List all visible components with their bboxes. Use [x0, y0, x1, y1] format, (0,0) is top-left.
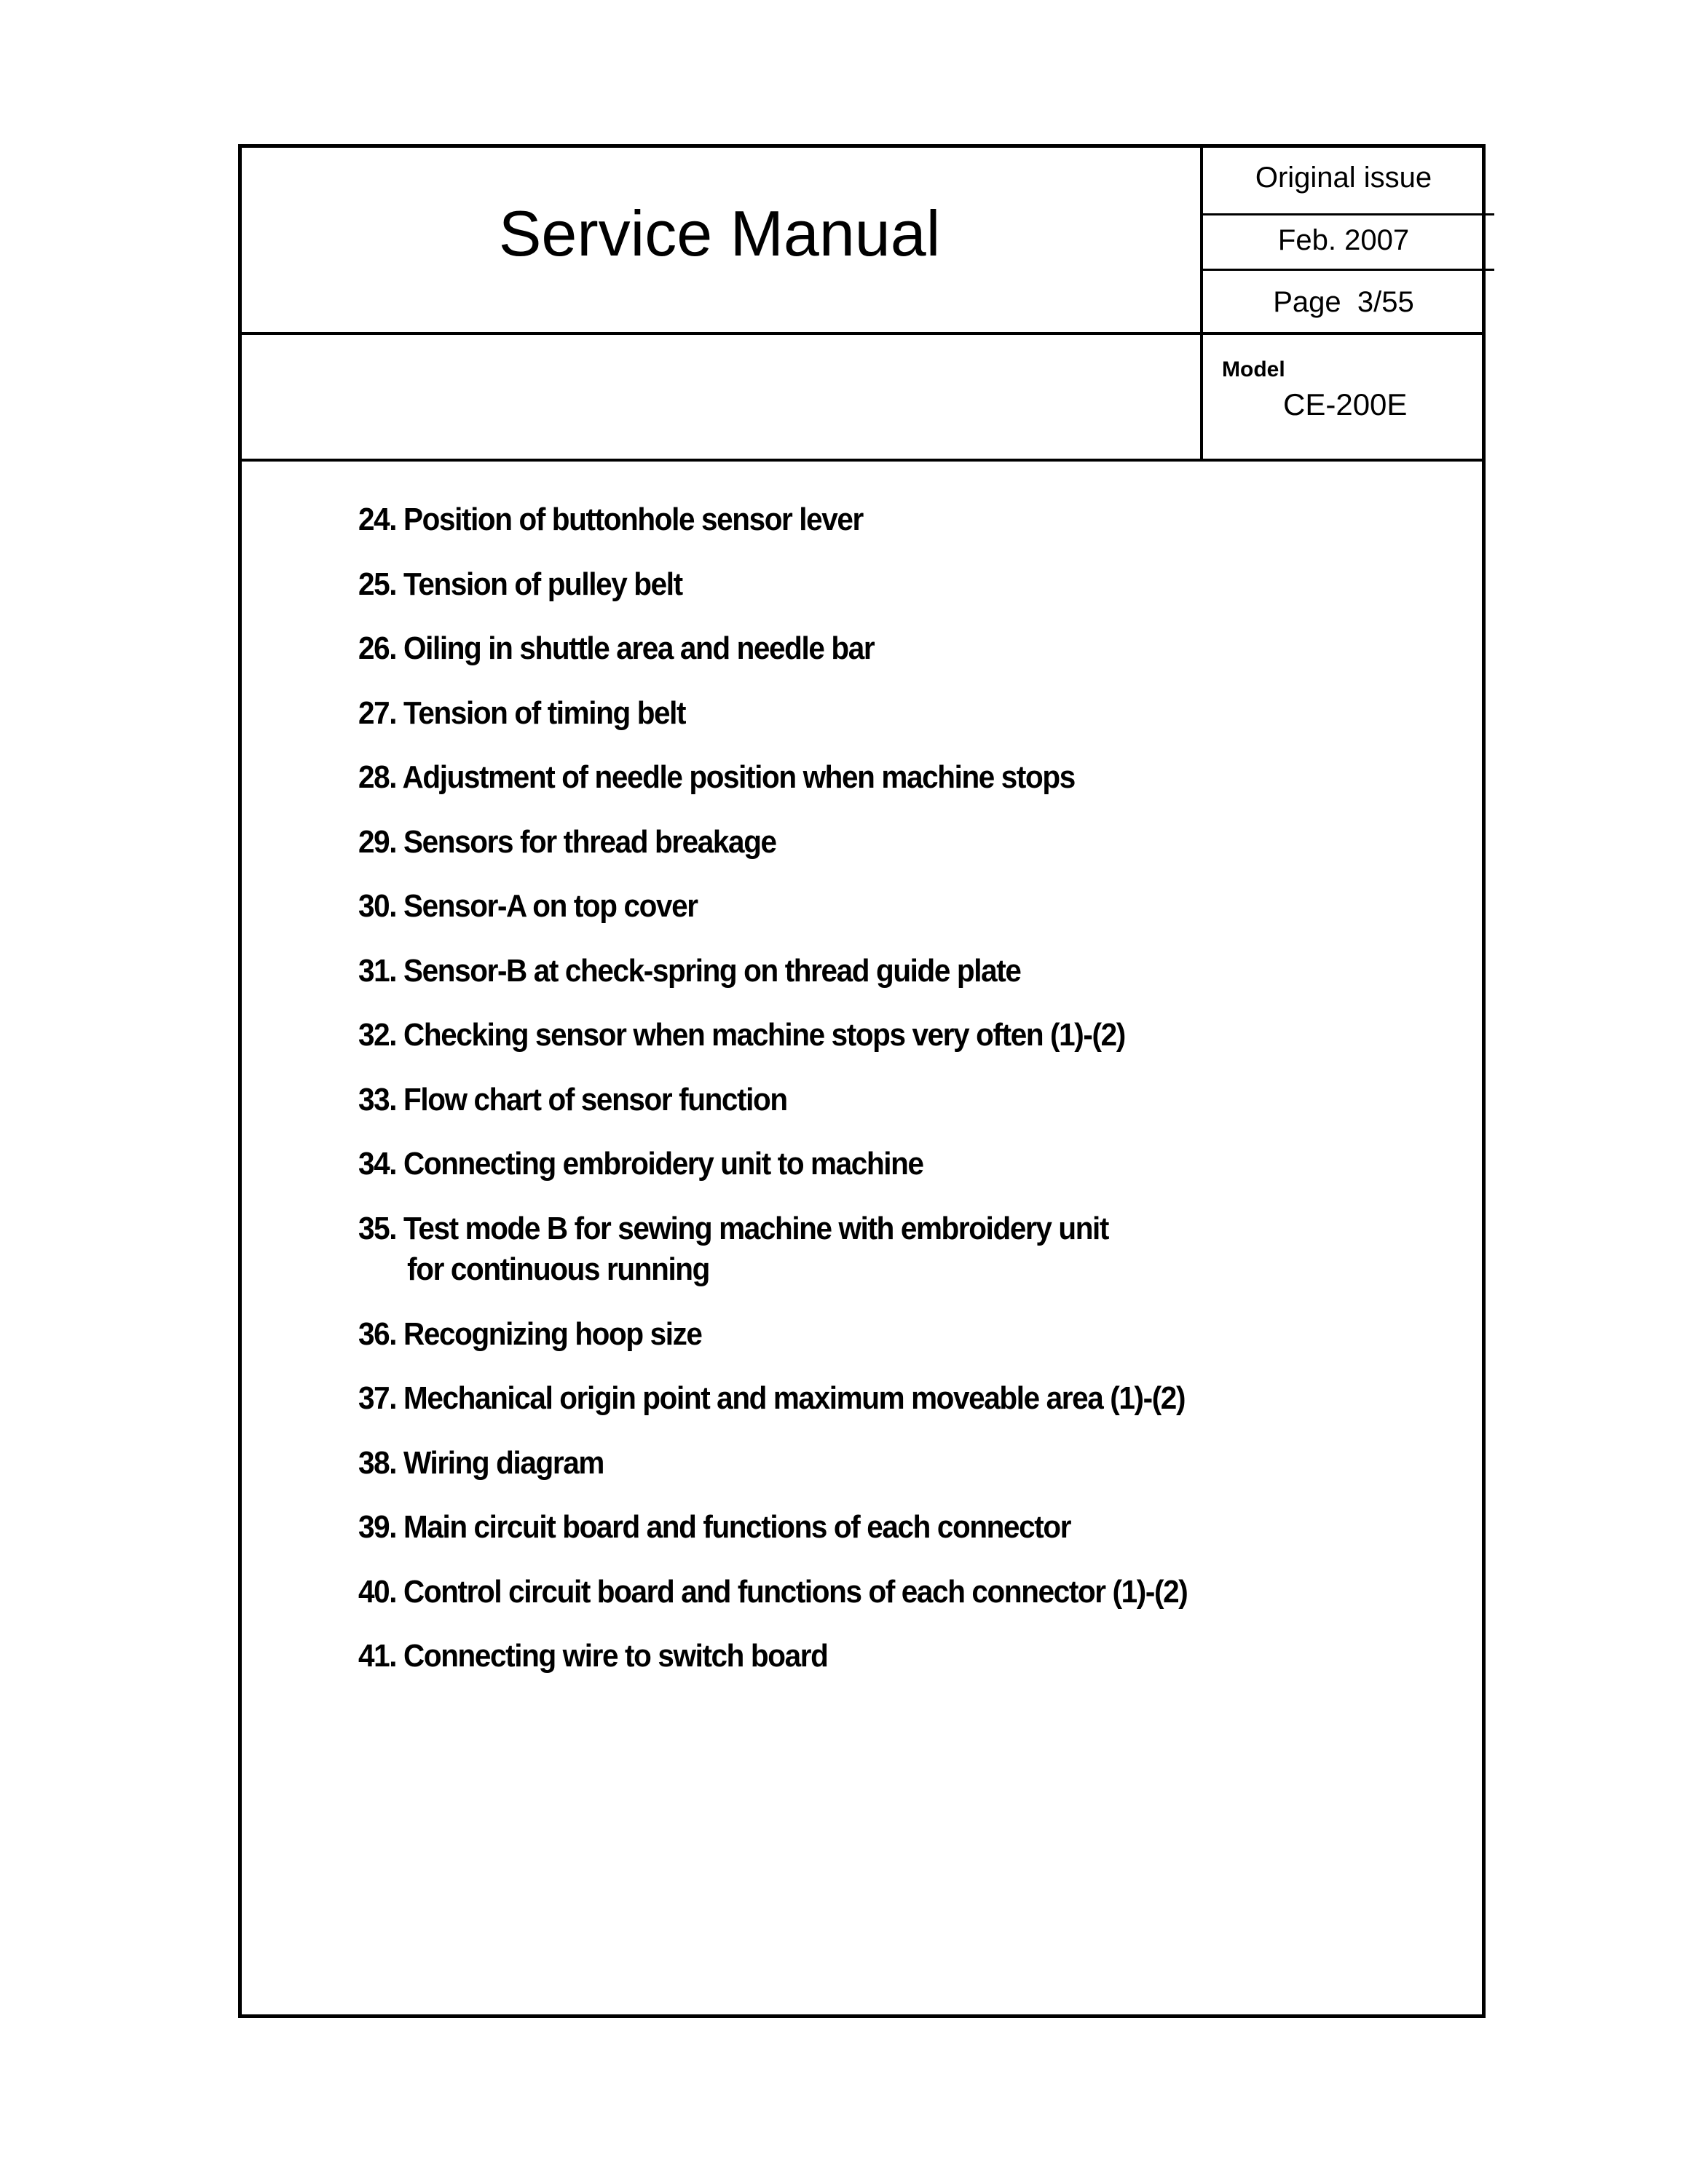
toc-item: 33. Flow chart of sensor function: [358, 1081, 787, 1117]
toc-item: [358, 1208, 1187, 1314]
toc-item: 28. Adjustment of needle position when machine stops: [358, 759, 1075, 795]
toc-item: 26. Oiling in shuttle area and needle bar: [358, 630, 875, 666]
toc-item: 38. Wiring diagram: [358, 1444, 604, 1481]
page-title: Service Manual: [498, 197, 941, 269]
toc-item: 39. Main circuit board and functions of each connector: [358, 1509, 1071, 1545]
original-issue-label: Original issue: [1255, 162, 1432, 194]
issue-date: Feb. 2007: [1277, 224, 1410, 256]
page-label: Page: [1273, 286, 1341, 318]
toc-item: 27. Tension of timing belt: [358, 695, 686, 731]
page-number: 3/55: [1357, 286, 1414, 318]
toc-item: 24. Position of buttonhole sensor lever: [358, 502, 863, 537]
toc-item: 36. Recognizing hoop size: [358, 1315, 702, 1352]
body-divider: [238, 459, 1486, 462]
toc-item: 29. Sensors for thread breakage: [358, 823, 776, 860]
meta-column-divider: [1200, 144, 1203, 460]
toc-item-text: 35. Test mode B for sewing machine with embroidery unit: [358, 1210, 1109, 1246]
toc-item: 37. Mechanical origin point and maximum moveable area (1)-(2): [358, 1380, 1186, 1416]
toc-item: 34. Connecting embroidery unit to machine: [358, 1146, 923, 1182]
toc-item: 32. Checking sensor when machine stops very often (1)-(2): [358, 1017, 1125, 1053]
toc-item: 31. Sensor-B at check-spring on thread guide plate: [358, 952, 1021, 989]
toc-item: 40. Control circuit board and functions of each connector (1)-(2): [358, 1573, 1188, 1610]
model-value: CE-200E: [1283, 387, 1408, 422]
meta-row-divider-1: [1200, 213, 1494, 215]
toc-item-continuation: for continuous running: [407, 1251, 710, 1287]
page-indicator: [1204, 286, 1483, 319]
model-label: Model: [1222, 357, 1285, 381]
toc-item: 30. Sensor-A on top cover: [358, 888, 698, 924]
toc-item: 25. Tension of pulley belt: [358, 566, 682, 602]
table-of-contents: [358, 499, 1187, 1701]
meta-row-divider-2: [1200, 269, 1494, 271]
header-divider: [238, 332, 1486, 335]
toc-item: 41. Connecting wire to switch board: [358, 1638, 828, 1674]
